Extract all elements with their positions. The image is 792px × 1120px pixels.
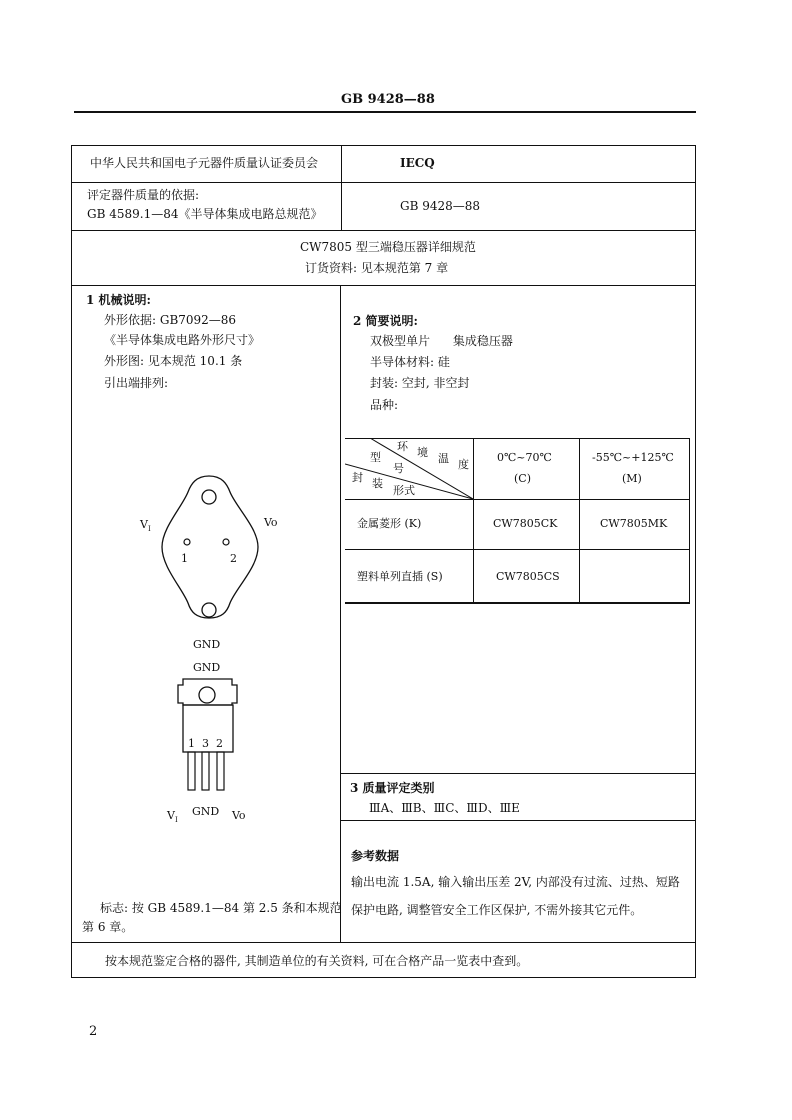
table-cell: CW7805MK — [600, 517, 668, 530]
mounting-hole — [202, 603, 216, 617]
row-divider — [71, 182, 696, 183]
header-model-char: 号 — [393, 462, 404, 475]
pin-2-label: 2 — [230, 552, 237, 565]
plastic-vo-label: Vo — [232, 809, 246, 822]
reference-line: 输出电流 1.5A, 输入输出压差 2V, 内部没有过流、过热、短路 — [351, 875, 680, 889]
committee-name: 中华人民共和国电子元器件质量认证委员会 — [90, 156, 319, 170]
reference-line: 保护电路, 调整管安全工作区保护, 不需外接其它元件。 — [351, 903, 643, 917]
plastic-vi-label: $V_I$ — [167, 809, 178, 825]
header-env-char: 温 — [438, 452, 449, 465]
metal-package-body — [162, 476, 258, 618]
section1-line: 外形依据: GB7092—86 — [104, 313, 237, 327]
iecq-label: IECQ — [400, 156, 435, 170]
temp-range-c: 0℃~70℃ — [497, 451, 552, 464]
header-pkg-char: 封 — [352, 471, 363, 484]
quality-classes: ⅢA、ⅢB、ⅢC、ⅢD、ⅢE — [369, 801, 520, 815]
gnd-top-label: GND — [193, 661, 221, 674]
section2-line: 封装: 空封, 非空封 — [370, 376, 470, 390]
header-rule — [74, 111, 696, 113]
header-pkg-char: 形式 — [393, 484, 415, 497]
table-row-label: 塑料单列直插 (S) — [357, 570, 443, 583]
lead — [217, 752, 224, 790]
table-column-rule — [689, 438, 690, 603]
table-bottom-rule — [345, 602, 690, 604]
column-divider — [341, 145, 342, 230]
page-number: 2 — [89, 1024, 98, 1039]
column-divider — [340, 285, 341, 942]
tab-hole — [199, 687, 215, 703]
vi-label: $V_I$ — [140, 518, 151, 534]
standard-code-header: GB 9428—88 — [341, 92, 435, 107]
pin-dot — [184, 539, 190, 545]
row-divider — [340, 773, 696, 774]
table-row-label: 金属菱形 (K) — [357, 517, 422, 530]
metal-package-outline — [160, 470, 260, 630]
row-divider — [71, 942, 696, 943]
header-env-char: 度 — [458, 458, 469, 471]
ordering-info: 订货资料: 见本规范第 7 章 — [305, 261, 449, 275]
section1-line: 《半导体集成电路外形尺寸》 — [104, 333, 261, 347]
pin-1-label: 1 — [181, 552, 188, 565]
evaluation-basis-standard: GB 4589.1—84《半导体集成电路总规范》 — [87, 207, 323, 221]
lead — [202, 752, 209, 790]
section2-heading: 2 简要说明: — [353, 314, 418, 328]
spec-title: CW7805 型三端稳压器详细规范 — [300, 240, 476, 254]
row-divider — [71, 230, 696, 231]
lead — [188, 752, 195, 790]
evaluation-basis-label: 评定器件质量的依据: — [87, 188, 200, 202]
row-divider — [71, 285, 696, 286]
table-column-rule — [579, 438, 580, 603]
plastic-pin-labels: 1 3 2 — [188, 737, 223, 750]
table-column-rule — [473, 438, 474, 603]
section1-line: 引出端排列: — [104, 376, 169, 390]
section3-heading: 3 质量评定类别 — [350, 781, 435, 795]
gnd-label: GND — [193, 638, 221, 651]
section1-heading: 1 机械说明: — [86, 293, 151, 307]
header-model-char: 型 — [370, 451, 381, 464]
marking-line: 第 6 章。 — [82, 920, 134, 934]
section2-line: 品种: — [370, 398, 399, 412]
qualified-products-note: 按本规范鉴定合格的器件, 其制造单位的有关资料, 可在合格产品一览表中查到。 — [105, 954, 529, 968]
temp-range-m: -55℃~+125℃ — [592, 451, 674, 464]
header-env-char: 境 — [417, 446, 428, 459]
section2-line: 半导体材料: 硅 — [370, 355, 450, 369]
spec-number: GB 9428—88 — [400, 199, 481, 213]
table-rule — [345, 549, 690, 550]
header-env-char: 环 — [397, 440, 408, 453]
table-cell: CW7805CS — [496, 570, 560, 583]
table-cell: CW7805CK — [493, 517, 558, 530]
grade-m: (M) — [622, 472, 642, 485]
row-divider — [340, 820, 696, 821]
header-pkg-char: 装 — [372, 477, 383, 490]
heatsink-tab — [178, 679, 237, 705]
section1-line: 外形图: 见本规范 10.1 条 — [104, 354, 243, 368]
mounting-hole — [202, 490, 216, 504]
grade-c: (C) — [514, 472, 531, 485]
section2-line: 双极型单片 集成稳压器 — [370, 334, 513, 348]
pin-dot — [223, 539, 229, 545]
reference-heading: 参考数据 — [351, 849, 400, 863]
plastic-gnd-label: GND — [192, 805, 220, 818]
marking-line: 标志: 按 GB 4589.1—84 第 2.5 条和本规范 — [100, 901, 342, 915]
vo-label: Vo — [264, 516, 278, 529]
